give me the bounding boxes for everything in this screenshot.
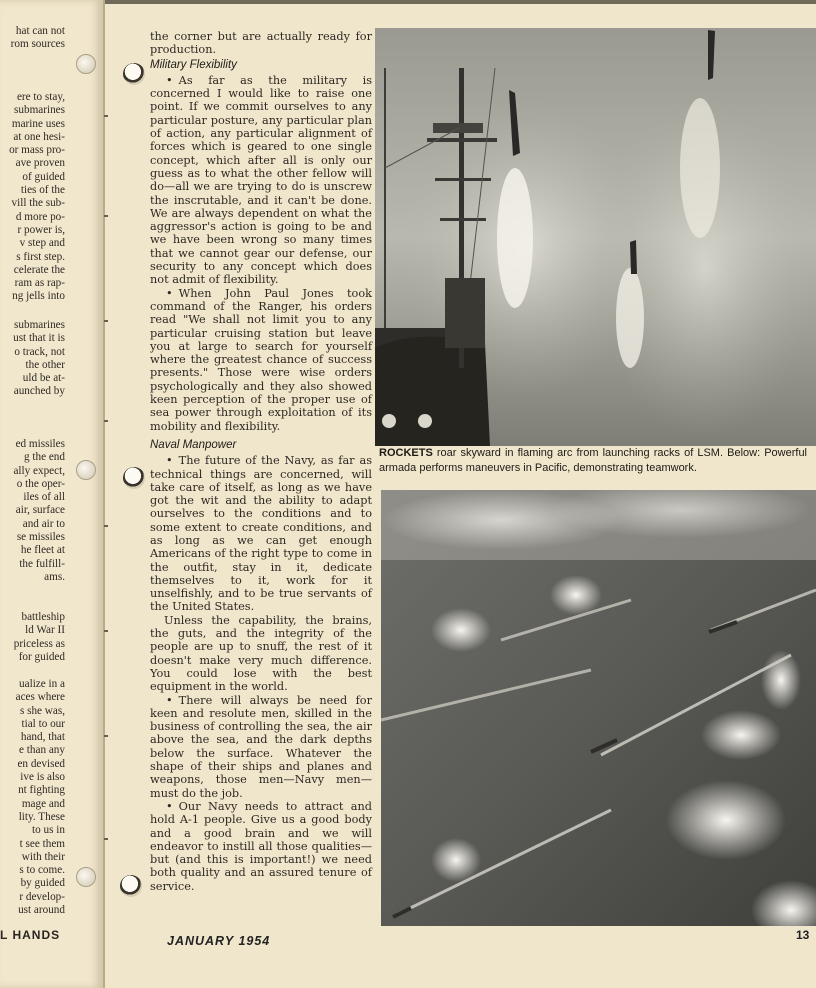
prev-text-line: or mass pro- bbox=[9, 144, 65, 157]
prev-text-line: en devised bbox=[17, 757, 65, 770]
prev-text-line: battleship bbox=[21, 611, 65, 623]
prev-text-block-2 bbox=[13, 319, 65, 399]
prev-text-line: for guided bbox=[18, 650, 65, 663]
prev-text-line: e than any bbox=[19, 744, 65, 757]
paragraph: • There will always be need for keen and resolute men, skilled in the business of controlling the sea, the air above the sea, and the dark depths below the surface. Whatever the shape of their ships and planes and weapons, those men—Navy men—must do the job. bbox=[150, 694, 372, 800]
prev-text-line: ally expect, bbox=[13, 464, 65, 477]
prev-text-block-4 bbox=[14, 611, 65, 664]
previous-page-edge bbox=[0, 0, 105, 988]
paragraph: Unless the capability, the brains, the guts, and the integrity of the people are up to snuff, the rest of it doesn't make very much difference. You could lose with the best equipment in the world. bbox=[150, 613, 372, 694]
binder-hole bbox=[76, 54, 96, 74]
prev-text-line: hand, that bbox=[20, 731, 65, 744]
prev-text-line: se missiles bbox=[16, 531, 65, 544]
prev-text-line: submarines bbox=[14, 104, 65, 117]
armada-photo bbox=[381, 490, 816, 926]
margin-tick bbox=[104, 215, 108, 217]
prev-text-line: tial to our bbox=[21, 717, 65, 730]
binder-hole bbox=[76, 867, 96, 887]
prev-text-line: ust that it is bbox=[13, 332, 65, 345]
prev-text-line: iles of all bbox=[23, 491, 65, 504]
prev-text-line: s she was, bbox=[19, 704, 65, 717]
section-heading-naval-manpower: Naval Manpower bbox=[150, 438, 237, 451]
binder-hole bbox=[76, 460, 96, 480]
prev-footer-label: L HANDS bbox=[0, 928, 61, 942]
margin-tick bbox=[104, 630, 108, 632]
prev-text-line: mage and bbox=[21, 797, 65, 810]
page-number: 13 bbox=[796, 928, 810, 942]
prev-text-block-5 bbox=[16, 678, 65, 917]
prev-text-line: o the oper- bbox=[16, 477, 65, 490]
margin-tick bbox=[104, 115, 108, 117]
prev-text-line: ng jells into bbox=[12, 290, 65, 303]
prev-text-line: s to come. bbox=[19, 864, 65, 877]
prev-text-line: ams. bbox=[44, 570, 65, 583]
prev-text-line: and air to bbox=[22, 517, 65, 530]
photo-caption bbox=[379, 446, 807, 476]
prev-text-line: celerate the bbox=[13, 263, 65, 276]
punch-hole bbox=[123, 467, 145, 489]
prev-text-line: the fulfill- bbox=[19, 557, 65, 570]
margin-tick bbox=[104, 735, 108, 737]
issue-date: JANUARY 1954 bbox=[167, 934, 271, 948]
prev-text-line: at one hesi- bbox=[13, 130, 65, 143]
prev-text-line: aunched by bbox=[13, 385, 65, 398]
paragraph: • As far as the military is concerned I would like to raise one point. If we commit ourselves to any particular posture, any particular plan of action, any particular alignment of forces which is geared to one single concept, which after all is only our guess as to what the other fellow will do—all we are trying to do is unscrew the inscrutable, and it can't be done. We are always dependent on what the aggressor's action is going to be and we have been wrong so many times that we cannot gear our defense, our security to any concept which does not admit of flexibility. bbox=[150, 74, 372, 287]
prev-text-line: ive is also bbox=[20, 771, 65, 784]
prev-text-line: ave proven bbox=[15, 157, 65, 170]
punch-hole bbox=[120, 875, 142, 897]
prev-text-line: r develop- bbox=[19, 890, 65, 903]
margin-tick bbox=[104, 420, 108, 422]
margin-tick bbox=[104, 838, 108, 840]
prev-text-line: to us in bbox=[32, 824, 65, 837]
prev-text-line: g the end bbox=[23, 451, 65, 464]
prev-text-line: o track, not bbox=[14, 345, 65, 358]
caption-lead: ROCKETS bbox=[379, 447, 433, 459]
prev-text-line: ties of the bbox=[20, 184, 65, 197]
prev-text-line: air, surface bbox=[15, 504, 65, 517]
prev-text-line: s first step. bbox=[16, 250, 65, 263]
prev-text-block-1 bbox=[9, 91, 65, 304]
rockets-photo-image bbox=[375, 28, 816, 446]
paragraph: • When John Paul Jones took command of the Ranger, his orders read "We shall not limit you to any particular cruising station but leave you at large to search for yourself where the greatest chance of success presents." Those were wise orders psychologically and they also showed keen perception of the proper use of sea power through exploitation of its mobility and flexibility. bbox=[150, 287, 372, 433]
prev-text-line: d more po- bbox=[15, 210, 65, 223]
prev-text-line: rom sources bbox=[10, 38, 65, 51]
prev-text-line: of guided bbox=[22, 170, 65, 183]
section-heading-military-flexibility: Military Flexibility bbox=[150, 58, 237, 71]
prev-text-line: r power is, bbox=[17, 223, 65, 236]
prev-text-line: v step and bbox=[19, 237, 65, 250]
prev-text-line: priceless as bbox=[13, 637, 65, 650]
prev-text-line: ld War II bbox=[25, 624, 65, 637]
prev-text-line: ed missiles bbox=[15, 438, 65, 450]
prev-text-line: t see them bbox=[19, 837, 65, 850]
prev-text-line: he fleet at bbox=[20, 544, 65, 557]
prev-text-line: ualize in a bbox=[19, 678, 65, 690]
prev-text-line: submarines bbox=[14, 319, 65, 331]
prev-text-line: ust around bbox=[18, 904, 65, 917]
margin-tick bbox=[104, 320, 108, 322]
margin-tick bbox=[104, 525, 108, 527]
rockets-photo bbox=[375, 28, 816, 446]
article-intro: the corner but are actually ready for production. bbox=[150, 30, 372, 57]
prev-text-line: marine uses bbox=[11, 117, 65, 130]
punch-hole bbox=[123, 63, 145, 85]
prev-text-line: with their bbox=[21, 850, 65, 863]
paragraph: • The future of the Navy, as far as technical things are concerned, will take care of itself, as long as we have got the wit and the ability to adapt ourselves to the conditions and to some extent to create conditions, and as long as we can get enough Americans of the right type to come in the outfit, stay in it, dedicate themselves to it, work for it unselfishly, and to be true servants of the United States. bbox=[150, 454, 372, 614]
prev-text-line: lity. These bbox=[18, 810, 65, 823]
prev-text-line: ere to stay, bbox=[16, 91, 65, 103]
prev-text-line: ram as rap- bbox=[14, 277, 65, 290]
prev-text-line: uld be at- bbox=[22, 372, 65, 385]
prev-text-line: nt fighting bbox=[18, 784, 65, 797]
page-top-edge bbox=[105, 0, 816, 4]
prev-text-line: vill the sub- bbox=[11, 197, 65, 210]
armada-photo-image bbox=[381, 490, 816, 926]
prev-text-line: by guided bbox=[20, 877, 65, 890]
caption-text: roar skyward in flaming arc from launching racks of LSM. Below: Powerful armada performs maneuvers in Pacific, demonstrating teamwork. bbox=[379, 447, 808, 474]
prev-text-top bbox=[11, 25, 65, 52]
prev-text-line: aces where bbox=[15, 691, 65, 704]
article-column bbox=[150, 30, 372, 893]
paragraph: • Our Navy needs to attract and hold A-1 people. Give us a good body and a good brain and we will endeavor to instill all those qualities—but (and this is important!) we need both quality and an assured tenure of service. bbox=[150, 800, 372, 893]
prev-text-line: the other bbox=[25, 358, 65, 371]
prev-text-line: hat can not bbox=[15, 25, 65, 37]
prev-text-block-3 bbox=[13, 438, 65, 584]
